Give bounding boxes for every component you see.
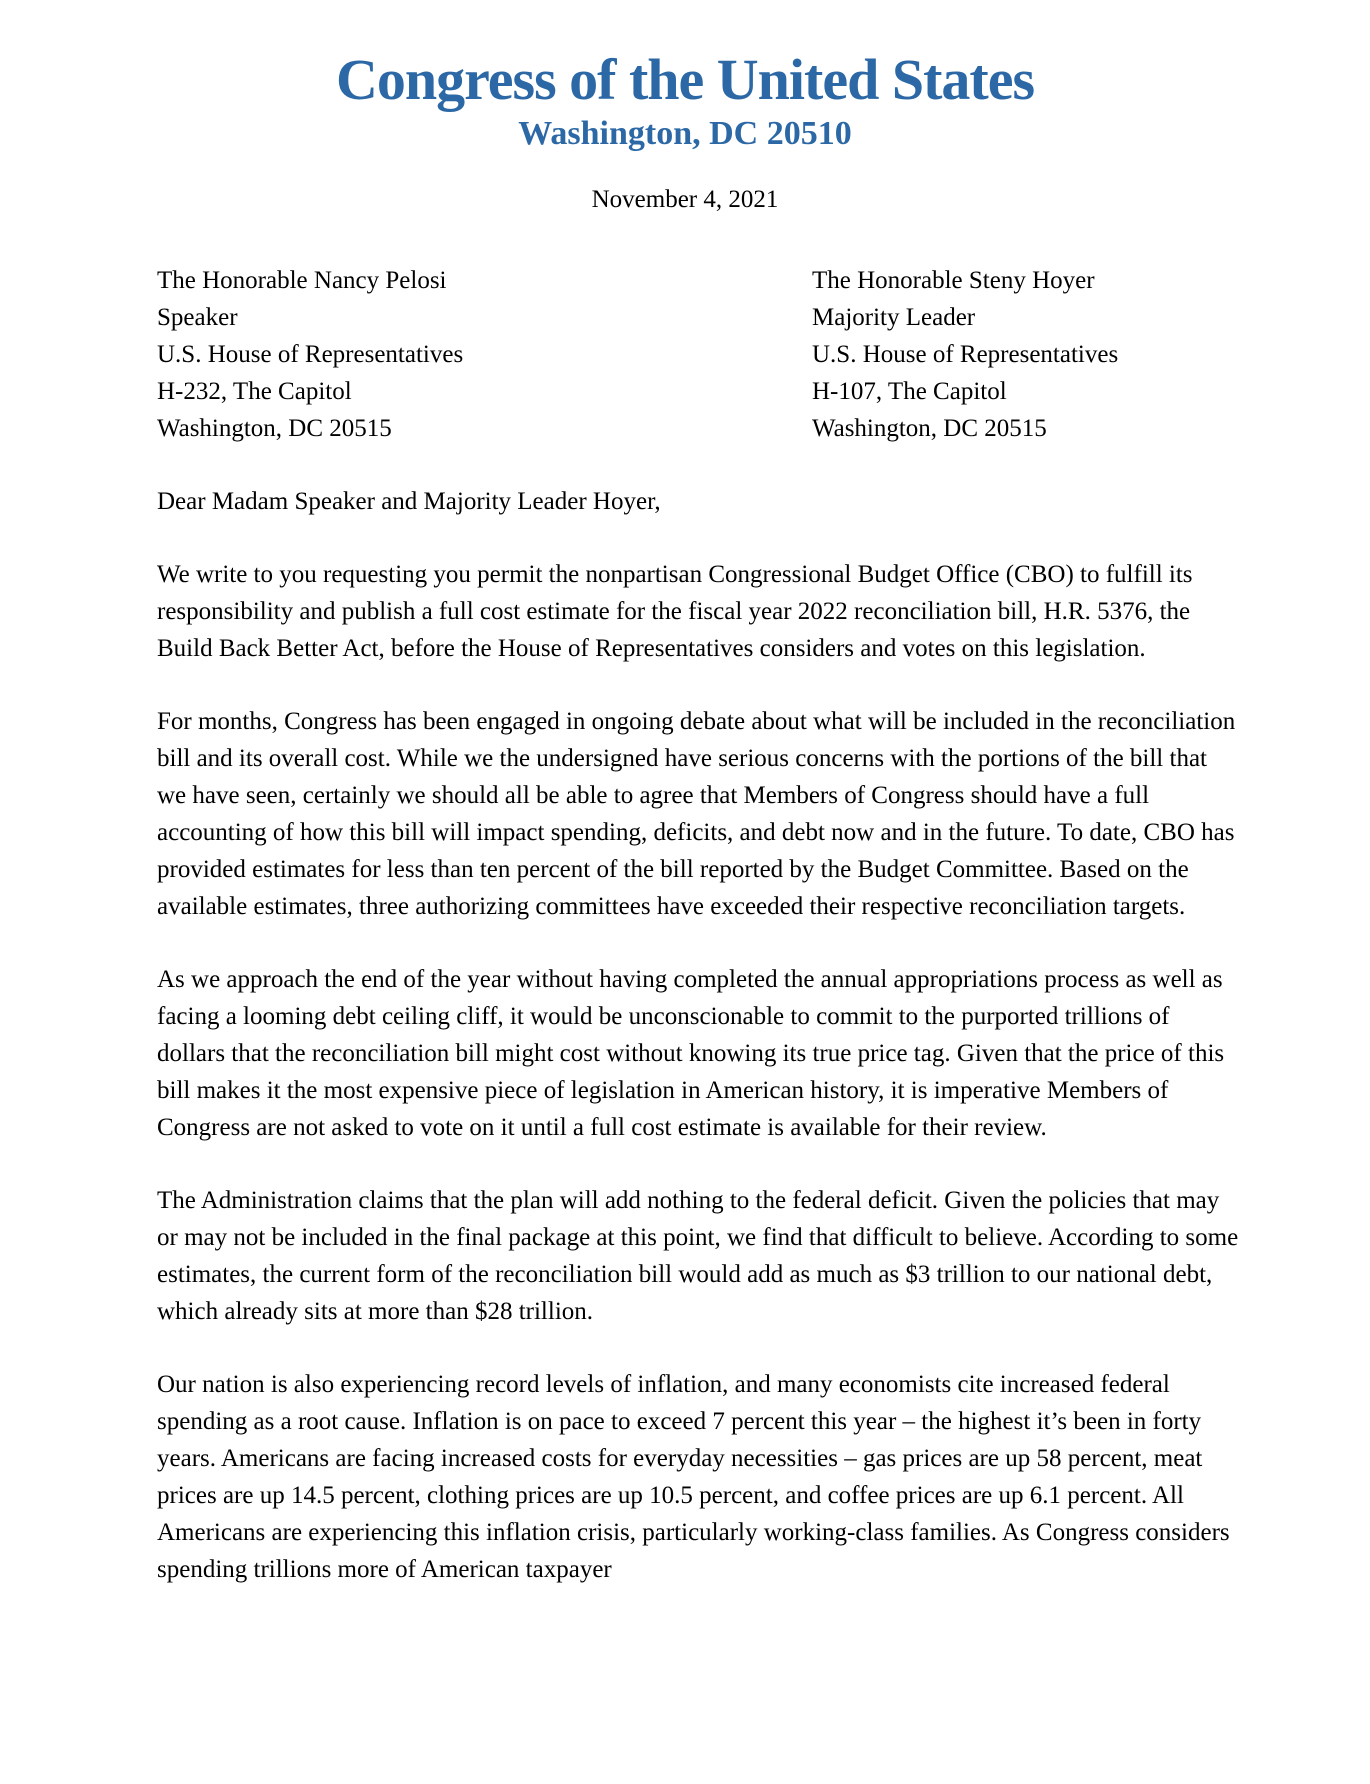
paragraph-debate-and-targets: For months, Congress has been engaged in ongoing debate about what will be included in the reconciliation bill and its overall cost. While we the undersigned have serious concerns with the portions of the bill that we have seen, certainly we should all be able to agree that Members of Congress should have a full accounting of how this bill will impact spending, deficits, and debt now and in the future. To date, CBO has provided estimates for less than ten percent of the bill reported by the Budget Committee. Based on the available estimates, three authorizing committees have exceeded their respective reconciliation targets. [157, 708, 1236, 920]
recipient-org: U.S. House of Representatives [157, 341, 464, 368]
recipient-address-line: H-232, The Capitol [157, 378, 352, 405]
recipient-city-line: Washington, DC 20515 [157, 415, 392, 442]
letter-date: November 4, 2021 [591, 186, 779, 213]
letter-body [0, 483, 1242, 1588]
paragraph-price-tag: As we approach the end of the year without having completed the annual appropriations process as well as facing a looming debt ceiling cliff, it would be unconscionable to commit to the purported trillions of dollars that the reconciliation bill might cost without knowing its true price tag. Given that the price of this bill makes it the most expensive piece of legislation in American history, it is imperative Members of Congress are not asked to vote on it until a full cost estimate is available for their review. [157, 966, 1225, 1141]
paragraph-deficit-claims: The Administration claims that the plan will add nothing to the federal deficit. Given the policies that may or may not be included in the final package at this point, we find that difficult to believe. According to some estimates, the current form of the reconciliation bill would add as much as $3 trillion to our national debt, which already sits at more than $28 trillion. [157, 1187, 1239, 1325]
recipient-name: The Honorable Steny Hoyer [812, 267, 1095, 294]
recipient-title: Majority Leader [812, 304, 976, 331]
recipient-block-pelosi [157, 262, 812, 447]
recipient-address-line: H-107, The Capitol [812, 378, 1007, 405]
recipient-blocks [0, 262, 1370, 447]
letterhead-title: Congress of the United States [335, 47, 1035, 112]
recipient-title: Speaker [157, 304, 238, 331]
letterhead [0, 0, 1370, 152]
recipient-org: U.S. House of Representatives [812, 341, 1119, 368]
recipient-block-hoyer [812, 262, 1240, 447]
paragraph-inflation: Our nation is also experiencing record levels of inflation, and many economists cite increased federal spending as a root cause. Inflation is on pace to exceed 7 percent this year – the highest it’s been in forty years. Americans are facing increased costs for everyday necessities – gas prices are up 58 percent, meat prices are up 14.5 percent, clothing prices are up 10.5 percent, and coffee prices are up 6.1 percent. All Americans are experiencing this inflation crisis, particularly working-class families. As Congress considers spending trillions more of American taxpayer [157, 1371, 1230, 1583]
salutation: Dear Madam Speaker and Majority Leader Hoyer, [157, 488, 661, 515]
letterhead-subtitle: Washington, DC 20510 [518, 115, 852, 152]
recipient-name: The Honorable Nancy Pelosi [157, 267, 447, 294]
recipient-city-line: Washington, DC 20515 [812, 415, 1047, 442]
paragraph-request-cbo-estimate: We write to you requesting you permit the nonpartisan Congressional Budget Office (CBO) to fulfill its responsibility and publish a full cost estimate for the fiscal year 2022 reconciliation bill, H.R. 5376, the Build Back Better Act, before the House of Representatives considers and votes on this legislation. [157, 561, 1193, 662]
